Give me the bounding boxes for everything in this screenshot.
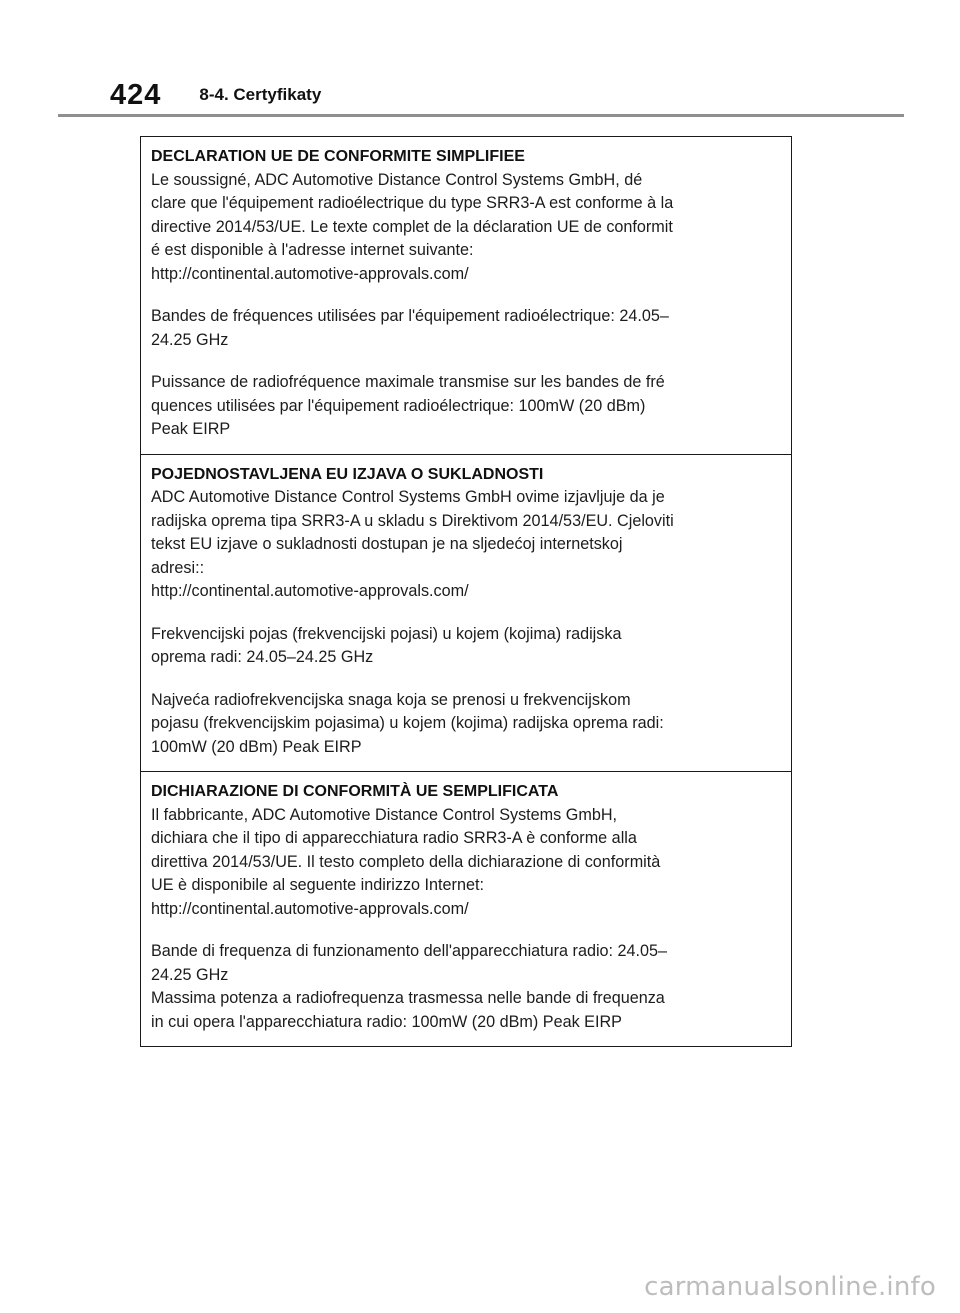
section-title: 8-4. Certyfikaty [199, 85, 322, 104]
certificate-block [141, 137, 791, 455]
text-line: UE è disponibile al seguente indirizzo Internet: [151, 876, 484, 894]
paragraph-gap [151, 921, 781, 940]
certificate-block [141, 772, 791, 1046]
paragraph-gap [151, 352, 781, 371]
paragraph-gap [151, 670, 781, 689]
text-line: é est disponible à l'adresse internet suivante: [151, 241, 474, 259]
text-line: Bandes de fréquences utilisées par l'équipement radioélectrique: 24.05– [151, 307, 669, 325]
text-line: Massima potenza a radiofrequenza trasmessa nelle bande di frequenza [151, 989, 665, 1007]
text-line: directive 2014/53/UE. Le texte complet de la déclaration UE de conformit [151, 217, 673, 236]
certificate-paragraph [151, 169, 781, 287]
text-line: Puissance de radiofréquence maximale transmise sur les bandes de fré [151, 373, 665, 391]
certificate-heading: POJEDNOSTAVLJENA EU IZJAVA O SUKLADNOSTI [151, 465, 544, 483]
text-line: http://continental.automotive-approvals.com/ [151, 582, 469, 600]
text-line: in cui opera l'apparecchiatura radio: 100mW (20 dBm) Peak EIRP [151, 1012, 622, 1031]
text-line: Frekvencijski pojas (frekvencijski pojasi) u kojem (kojima) radijska [151, 624, 622, 643]
page-header [110, 78, 321, 112]
text-line: http://continental.automotive-approvals.com/ [151, 264, 469, 283]
text-line: direttiva 2014/53/UE. Il testo completo della dichiarazione di conformità [151, 852, 661, 871]
text-line: Peak EIRP [151, 420, 231, 438]
text-line: tekst EU izjave o sukladnosti dostupan je na sljedećoj internetskoj [151, 535, 623, 553]
header-divider [58, 114, 904, 117]
certificate-heading: DICHIARAZIONE DI CONFORMITÀ UE SEMPLIFICATA [151, 783, 559, 800]
text-line: 100mW (20 dBm) Peak EIRP [151, 737, 362, 756]
site-watermark: carmanualsonline.info [644, 1272, 936, 1302]
paragraph-gap [151, 286, 781, 305]
certificate-paragraph [151, 940, 781, 1034]
paragraph-gap [151, 604, 781, 623]
text-line: oprema radi: 24.05–24.25 GHz [151, 648, 374, 666]
certificate-heading: DECLARATION UE DE CONFORMITE SIMPLIFIEE [151, 148, 525, 165]
certificate-table [140, 136, 792, 1047]
text-line: pojasu (frekvencijskim pojasima) u kojem (kojima) radijska oprema radi: [151, 714, 664, 732]
certificate-block [141, 455, 791, 773]
text-line: quences utilisées par l'équipement radioélectrique: 100mW (20 dBm) [151, 396, 646, 415]
certificate-paragraph [151, 804, 781, 922]
text-line: Bande di frequenza di funzionamento dell'apparecchiatura radio: 24.05– [151, 942, 668, 960]
certificate-paragraph [151, 371, 781, 442]
page-number: 424 [110, 78, 162, 111]
text-line: adresi:: [151, 558, 205, 577]
certificate-paragraph [151, 623, 781, 670]
text-line: ADC Automotive Distance Control Systems GmbH ovime izjavljuje da je [151, 488, 665, 506]
text-line: http://continental.automotive-approvals.com/ [151, 899, 469, 918]
text-line: clare que l'équipement radioélectrique du type SRR3-A est conforme à la [151, 194, 674, 212]
text-line: Najveća radiofrekvencijska snaga koja se prenosi u frekvencijskom [151, 690, 631, 709]
text-line: Il fabbricante, ADC Automotive Distance Control Systems GmbH, [151, 805, 618, 824]
certificate-paragraph [151, 689, 781, 760]
certificate-paragraph [151, 486, 781, 604]
certificate-paragraph [151, 305, 781, 352]
text-line: Le soussigné, ADC Automotive Distance Control Systems GmbH, dé [151, 170, 643, 189]
text-line: 24.25 GHz [151, 330, 229, 349]
text-line: 24.25 GHz [151, 965, 229, 984]
text-line: dichiara che il tipo di apparecchiatura radio SRR3-A è conforme alla [151, 829, 637, 847]
text-line: radijska oprema tipa SRR3-A u skladu s Direktivom 2014/53/EU. Cjeloviti [151, 511, 674, 530]
